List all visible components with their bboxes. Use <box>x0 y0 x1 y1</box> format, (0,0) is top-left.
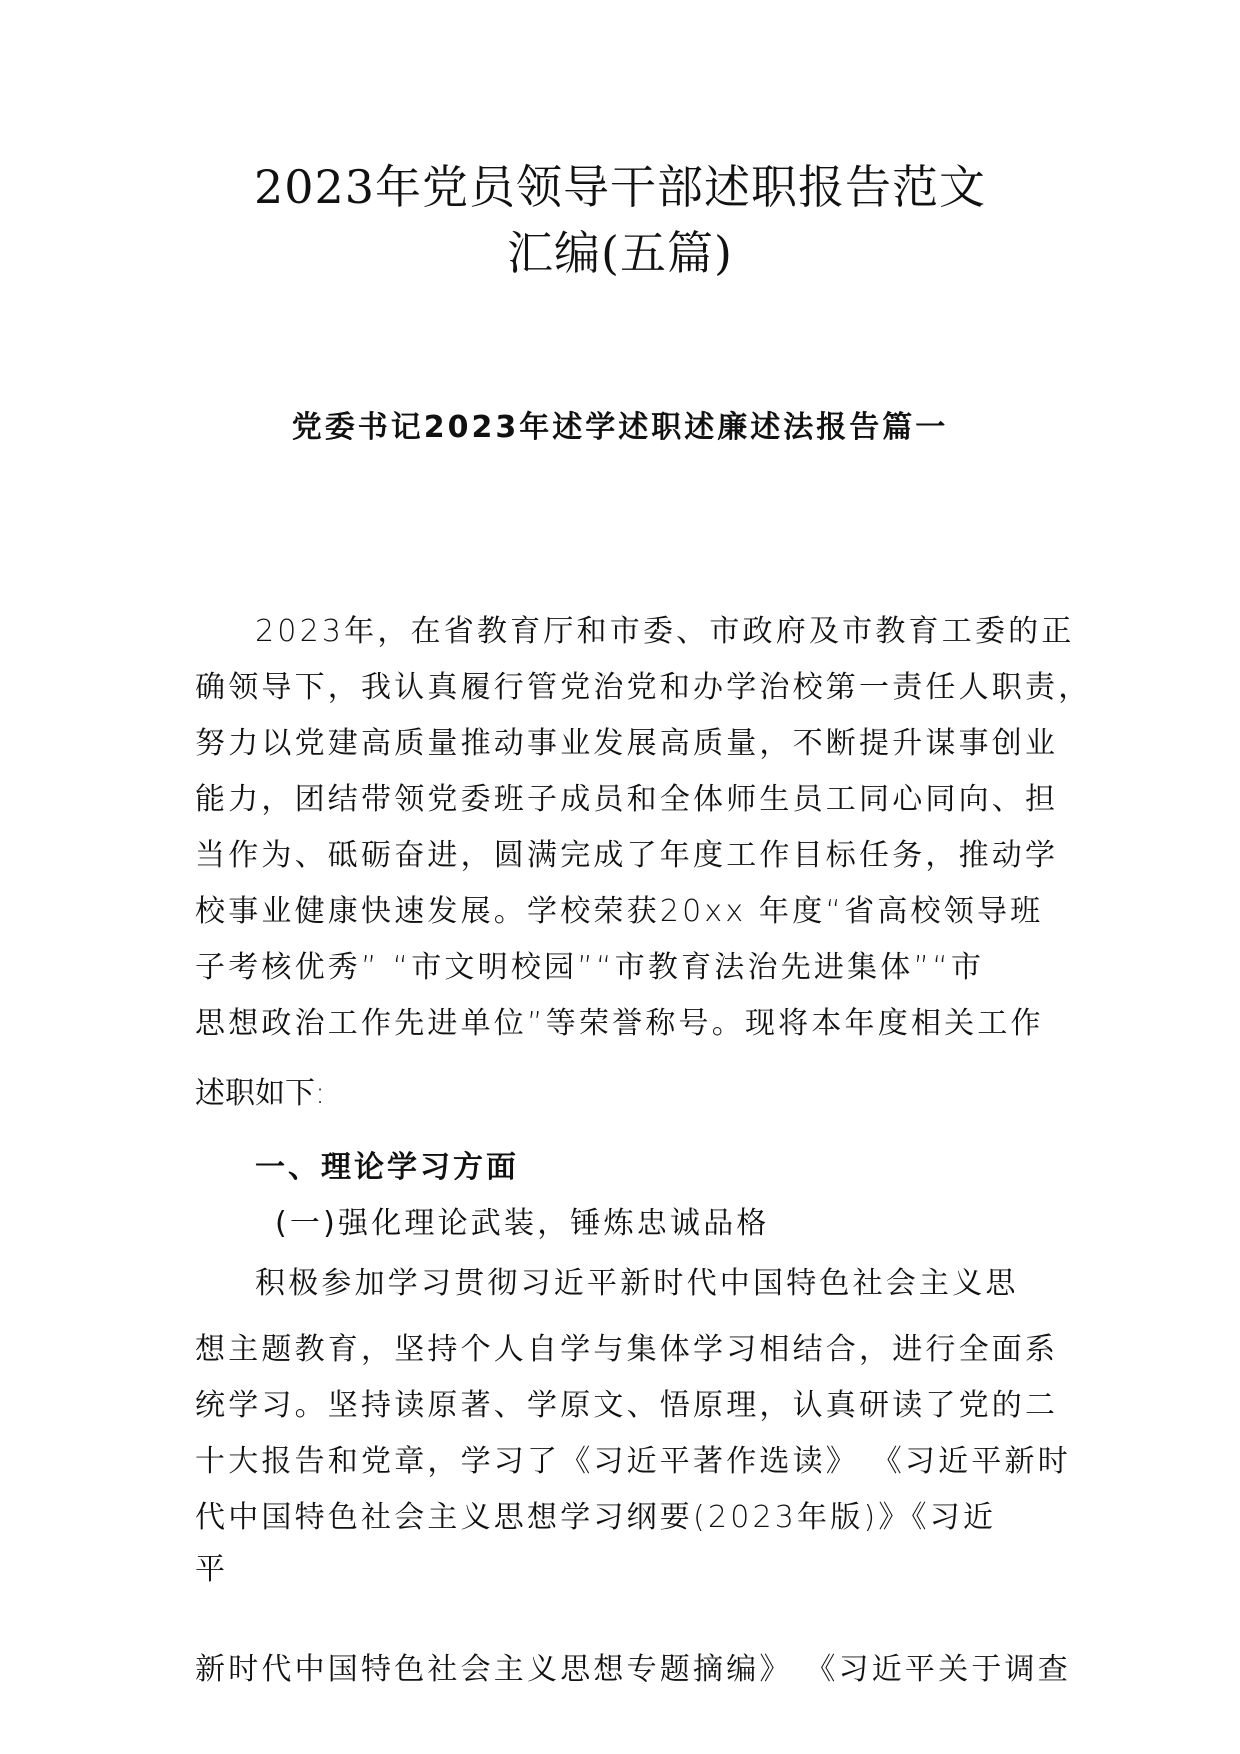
body-paragraph-line: 想主题教育，坚持个人自学与集体学习相结合，进行全面系 <box>195 1332 1059 1367</box>
intro-paragraph-line: 思想政治工作先进单位”等荣誉称号。现将本年度相关工作 <box>195 1006 1044 1041</box>
body-paragraph-line: 积极参加学习贯彻习近平新时代中国特色社会主义思 <box>255 1266 1019 1301</box>
section-heading: 一、理论学习方面 <box>255 1150 519 1185</box>
intro-paragraph-line: 子考核优秀” “市文明校园”“市教育法治先进集体”“市 <box>195 950 985 985</box>
document-title-line-1: 2023年党员领导干部述职报告范文 <box>253 160 987 214</box>
body-paragraph-line: 代中国特色社会主义思想学习纲要(2023年版)》《习近 <box>195 1500 997 1535</box>
intro-paragraph-line: 当作为、砥砺奋进，圆满完成了年度工作目标任务，推动学 <box>195 838 1059 873</box>
intro-paragraph-line: 确领导下，我认真履行管党治党和办学治校第一责任人职责， <box>195 670 1092 705</box>
body-paragraph-line: 十大报告和党章，学习了《习近平著作选读》 《习近平新时 <box>195 1444 1071 1479</box>
body-paragraph-line: 新时代中国特色社会主义思想专题摘编》 《习近平关于调查 <box>195 1652 1071 1687</box>
intro-paragraph-line: 能力，团结带领党委班子成员和全体师生员工同心同向、担 <box>195 782 1059 817</box>
body-paragraph-line: 平 <box>195 1552 229 1587</box>
intro-paragraph-line: 述职如下: <box>195 1076 326 1111</box>
intro-paragraph-line: 校事业健康快速发展。学校荣获20xx 年度“省高校领导班 <box>195 894 1044 929</box>
body-paragraph-line: 统学习。坚持读原著、学原文、悟原理，认真研读了党的二 <box>195 1388 1059 1423</box>
intro-paragraph-line: 努力以党建高质量推动事业发展高质量，不断提升谋事创业 <box>195 726 1059 761</box>
document-title-line-2: 汇编(五篇) <box>507 226 733 280</box>
report-subtitle: 党委书记2023年述学述职述廉述法报告篇一 <box>291 410 949 445</box>
subsection-heading: (一)强化理论武装，锤炼忠诚品格 <box>275 1206 770 1241</box>
intro-paragraph-line: 2023年，在省教育厅和市委、市政府及市教育工委的正 <box>255 614 1075 649</box>
